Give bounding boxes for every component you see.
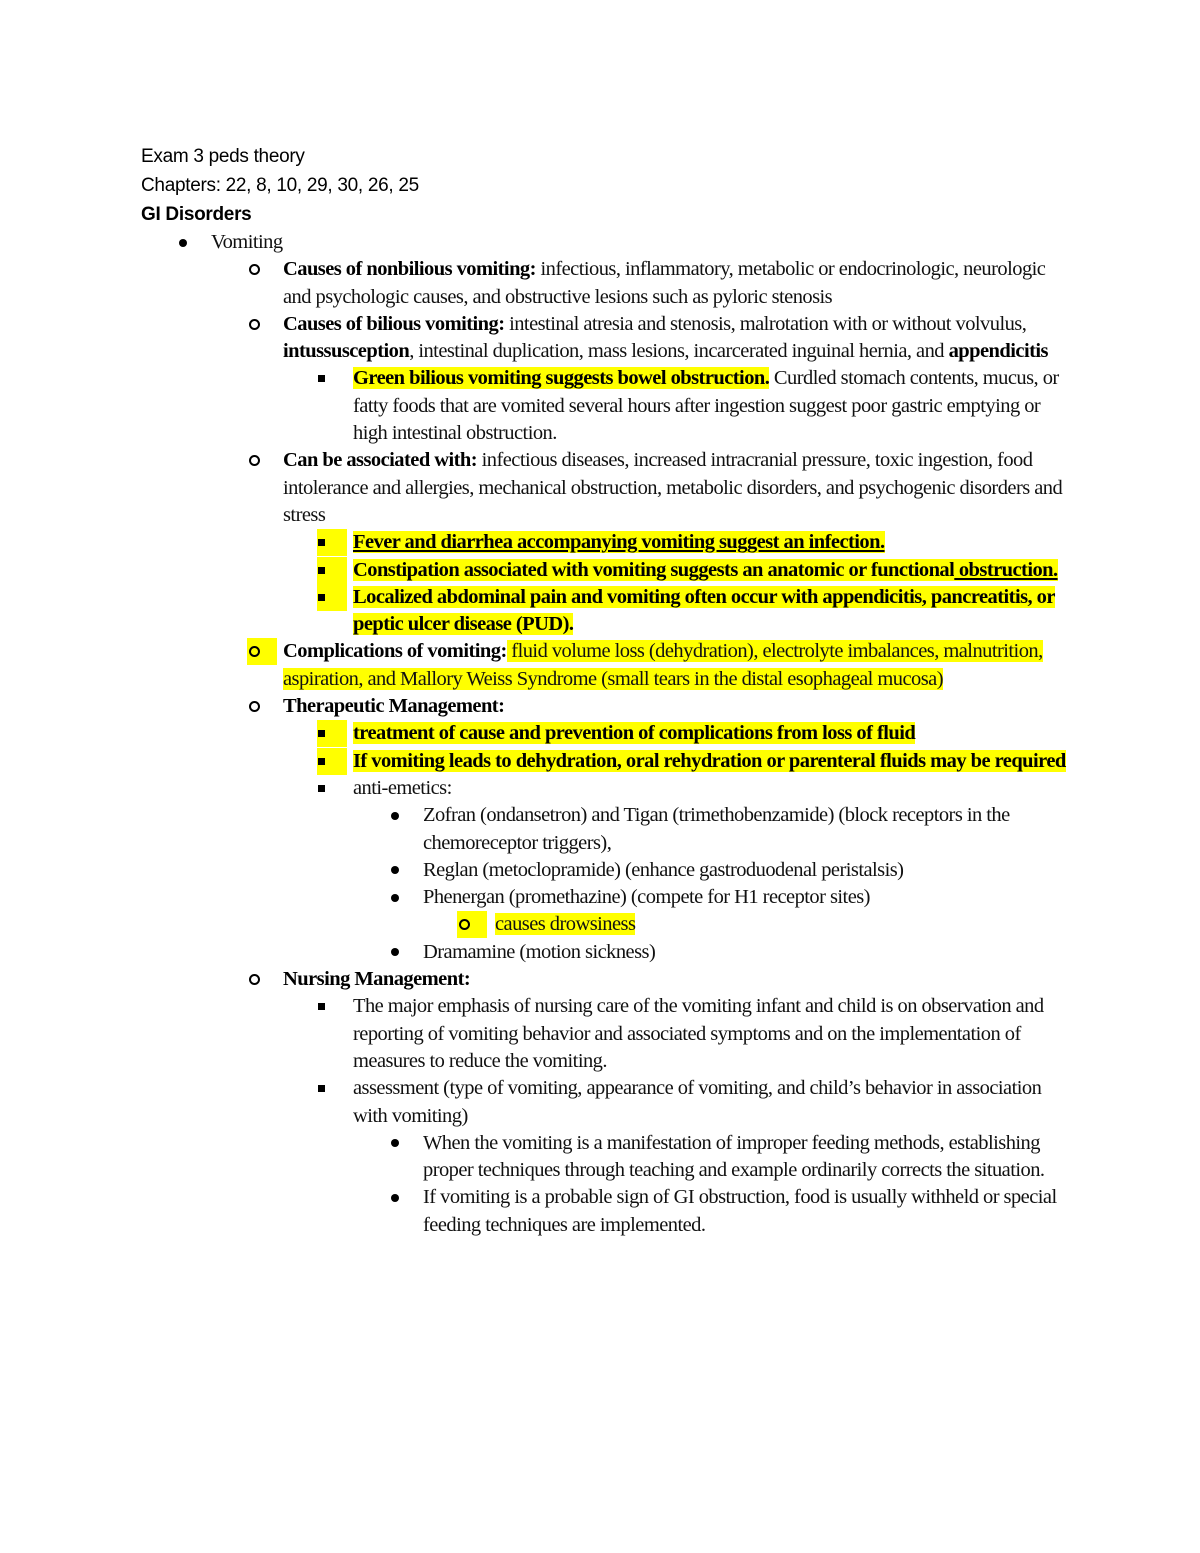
disc-bullet-icon bbox=[387, 802, 417, 829]
list-item-level-4 bbox=[423, 939, 1066, 966]
list-item-level-3 bbox=[353, 365, 1066, 447]
highlighted-text: Localized abdominal pain and vomiting often occur with appendicitis, pancreatitis, or peptic ulcer disease (PUD). bbox=[353, 585, 1055, 636]
text: , intestinal duplication, mass lesions, incarcerated inguinal hernia, and bbox=[409, 340, 949, 363]
highlighted-text: fluid volume loss (dehydration), electrolyte imbalances, malnutrition, aspiration, and Mallory Weiss Syndrome (small tears in the distal esophageal mucosa) bbox=[283, 640, 1043, 690]
highlighted-text: obstruction. bbox=[954, 558, 1058, 581]
list-item-level-2 bbox=[283, 693, 1066, 720]
disc-bullet-icon bbox=[387, 1184, 417, 1211]
text: When the vomiting is a manifestation of improper feeding methods, establishing proper techniques through teaching and example ordinarily corrects the situation. bbox=[423, 1131, 1045, 1182]
bold-text: intussusception bbox=[283, 340, 410, 363]
list-item-level-3 bbox=[353, 557, 1066, 584]
bold-text: Can be associated with: bbox=[283, 449, 478, 472]
square-bullet-icon bbox=[317, 748, 347, 775]
list-item-level-3 bbox=[353, 748, 1066, 775]
circle-bullet-icon bbox=[247, 256, 277, 283]
text: infectious diseases, increased intracranial pressure, toxic ingestion, food intolerance and allergies, mechanical obstruction, metabolic disorders, and psychogenic disorders and stress bbox=[283, 449, 1063, 526]
section-heading: GI Disorders bbox=[141, 204, 252, 225]
disc-bullet-icon bbox=[387, 857, 417, 884]
outline-list bbox=[141, 229, 1066, 1239]
document-title: Exam 3 peds theory bbox=[141, 146, 305, 167]
circle-bullet-icon bbox=[247, 638, 277, 665]
text: Reglan (metoclopramide) (enhance gastroduodenal peristalsis) bbox=[423, 858, 904, 881]
square-bullet-icon bbox=[317, 1075, 347, 1102]
list-item-level-2 bbox=[283, 256, 1066, 311]
list-item-level-2 bbox=[283, 311, 1066, 366]
text: infectious, inflammatory, metabolic or endocrinologic, neurologic and psychologic causes, and obstructive lesions such as pyloric stenosis bbox=[283, 258, 1046, 308]
bold-text: Complications of vomiting: bbox=[283, 640, 507, 663]
list-item-level-2 bbox=[283, 966, 1066, 993]
highlighted-text: Fever and diarrhea accompanying vomiting suggest an infection. bbox=[353, 531, 885, 554]
square-bullet-icon bbox=[317, 584, 347, 611]
list-item-level-2 bbox=[283, 638, 1066, 693]
list-item-level-4 bbox=[423, 1130, 1066, 1185]
list-item-level-2 bbox=[283, 447, 1066, 529]
circle-bullet-icon bbox=[247, 447, 277, 474]
list-item-level-1 bbox=[211, 229, 1066, 256]
text: Zofran (ondansetron) and Tigan (trimethobenzamide) (block receptors in the chemoreceptor triggers), bbox=[423, 804, 1010, 854]
square-bullet-icon bbox=[317, 720, 347, 747]
list-item-level-3 bbox=[353, 584, 1066, 639]
circle-bullet-icon bbox=[247, 693, 277, 720]
circle-bullet-icon bbox=[247, 311, 277, 338]
text: Vomiting bbox=[211, 231, 283, 253]
list-item-level-5 bbox=[495, 911, 1066, 938]
highlighted-text: If vomiting leads to dehydration, oral rehydration or parenteral fluids may be required bbox=[353, 749, 1066, 772]
square-bullet-icon bbox=[317, 775, 347, 802]
disc-bullet-icon bbox=[175, 229, 205, 256]
bold-text: Therapeutic Management: bbox=[283, 695, 505, 718]
highlighted-text: treatment of cause and prevention of complications from loss of fluid bbox=[353, 722, 916, 745]
list-item-level-3 bbox=[353, 1075, 1066, 1130]
square-bullet-icon bbox=[317, 529, 347, 556]
list-item-level-4 bbox=[423, 857, 1066, 884]
list-item-level-3 bbox=[353, 529, 1066, 556]
bold-text: appendicitis bbox=[948, 340, 1048, 363]
list-item-level-4 bbox=[423, 1184, 1066, 1239]
list-item-level-4 bbox=[423, 802, 1066, 857]
text: Dramamine (motion sickness) bbox=[423, 940, 656, 963]
bold-text: Causes of nonbilious vomiting: bbox=[283, 258, 536, 281]
text: Curdled stomach contents, mucus, or fatty foods that are vomited several hours after ingestion suggest poor gastric emptying or high intestinal obstruction. bbox=[353, 367, 1059, 445]
list-item-level-3 bbox=[353, 775, 1066, 802]
text: intestinal atresia and stenosis, malrotation with or without volvulus, bbox=[504, 312, 1027, 335]
document-page bbox=[141, 142, 1066, 1239]
text: assessment (type of vomiting, appearance of vomiting, and child’s behavior in association with vomiting) bbox=[353, 1077, 1042, 1127]
disc-bullet-icon bbox=[387, 884, 417, 911]
highlighted-text: Constipation associated with vomiting suggests an anatomic or functional bbox=[353, 558, 955, 581]
circle-bullet-icon bbox=[457, 911, 487, 938]
text: Phenergan (promethazine) (compete for H1 receptor sites) bbox=[423, 886, 870, 909]
list-item-level-3 bbox=[353, 993, 1066, 1075]
disc-bullet-icon bbox=[387, 1130, 417, 1157]
square-bullet-icon bbox=[317, 557, 347, 584]
highlighted-text: causes drowsiness bbox=[495, 913, 636, 936]
disc-bullet-icon bbox=[387, 939, 417, 966]
bold-text: Causes of bilious vomiting: bbox=[283, 312, 505, 335]
bold-text: Nursing Management: bbox=[283, 968, 471, 991]
text: If vomiting is a probable sign of GI obstruction, food is usually withheld or special feeding techniques are implemented. bbox=[423, 1186, 1057, 1236]
text: anti-emetics: bbox=[353, 776, 452, 799]
chapters-line: Chapters: 22, 8, 10, 29, 30, 26, 25 bbox=[141, 175, 419, 196]
list-item-level-4 bbox=[423, 884, 1066, 911]
square-bullet-icon bbox=[317, 993, 347, 1020]
list-item-level-3 bbox=[353, 720, 1066, 747]
square-bullet-icon bbox=[317, 365, 347, 392]
highlighted-text: Green bilious vomiting suggests bowel obstruction. bbox=[353, 367, 770, 390]
text: The major emphasis of nursing care of the vomiting infant and child is on observation and reporting of vomiting behavior and associated symptoms and on the implementation of measures to reduce the vomiting. bbox=[353, 995, 1044, 1072]
circle-bullet-icon bbox=[247, 966, 277, 993]
